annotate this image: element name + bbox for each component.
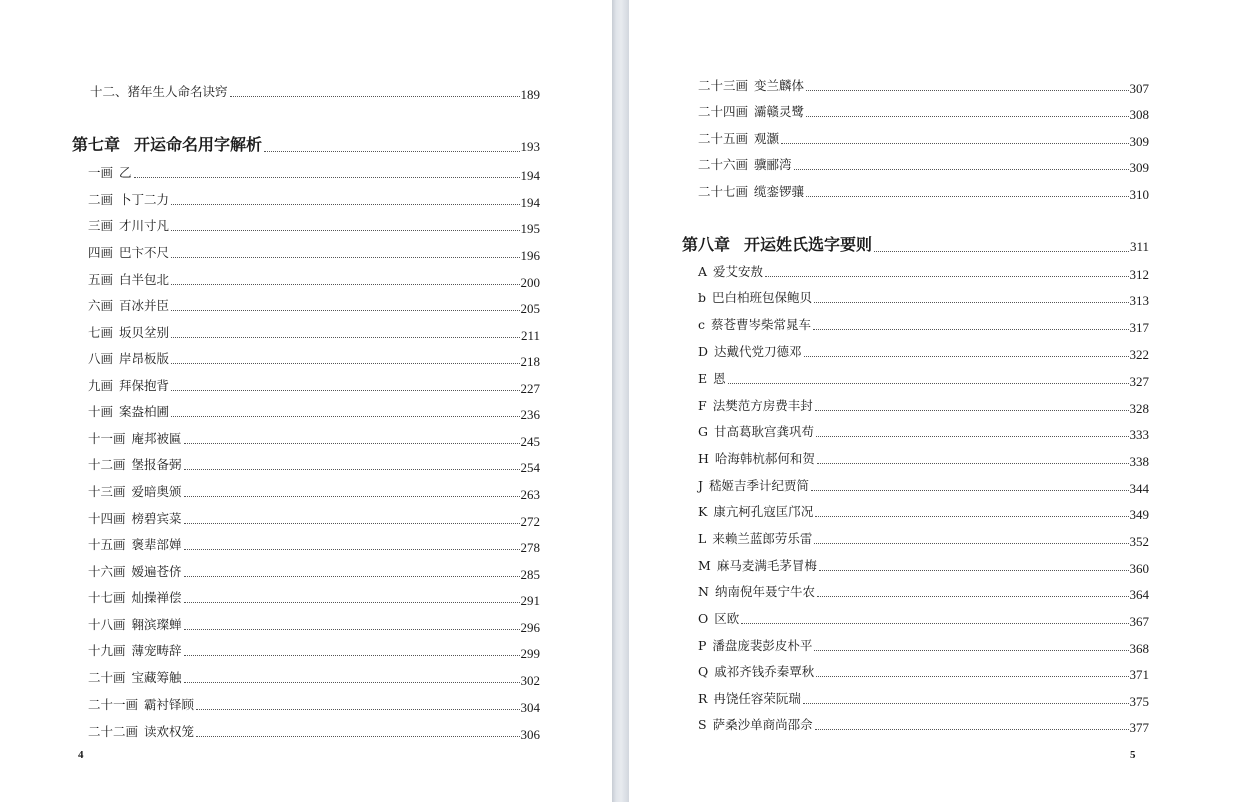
dot-leader	[171, 274, 519, 285]
page-number-right: 5	[1130, 749, 1136, 761]
entry-title: 缆銮锣骧	[754, 184, 805, 199]
dot-leader	[171, 327, 520, 338]
dot-leader	[171, 194, 519, 205]
dot-leader	[171, 380, 519, 391]
dot-leader	[741, 613, 1128, 624]
toc-entry-label	[88, 193, 169, 207]
toc-entry-label	[88, 725, 194, 739]
entry-number: O	[698, 611, 709, 626]
entry-title: 堡报备弼	[131, 457, 182, 472]
toc-entry-label	[88, 591, 182, 605]
toc-entry-row	[698, 424, 1149, 442]
toc-entry-label	[698, 345, 802, 359]
entry-number: 二十六画	[698, 157, 749, 172]
toc-entry-row	[698, 290, 1149, 308]
entry-number: 二画	[88, 192, 114, 207]
entry-title: 褒辈部婵	[131, 537, 182, 552]
toc-page-number: 349	[1129, 507, 1149, 522]
toc-page-number: 333	[1129, 427, 1149, 442]
entry-number: E	[698, 371, 708, 386]
toc-chapter-row	[682, 236, 1149, 254]
toc-entry-row	[698, 638, 1149, 656]
page-gutter	[612, 0, 629, 802]
entry-title: 冉饶任容荣阮瑞	[713, 691, 801, 706]
toc-entry-label	[88, 432, 182, 446]
toc-entry-row	[88, 697, 540, 715]
dot-leader	[171, 247, 519, 258]
toc-entry-row	[88, 590, 540, 608]
toc-entry-label	[88, 299, 169, 313]
entry-number: S	[698, 717, 707, 732]
toc-page-number: 312	[1129, 267, 1149, 282]
toc-page-number: 200	[520, 275, 540, 290]
toc-entry-row	[698, 157, 1149, 175]
toc-entry-row	[698, 398, 1149, 416]
toc-entry-label	[698, 372, 726, 386]
toc-entry-label	[88, 618, 182, 632]
entry-title: 卜丁二力	[119, 192, 170, 207]
entry-title: 霸衬铎顾	[144, 697, 195, 712]
toc-entry-label	[698, 639, 812, 653]
dot-leader	[728, 373, 1129, 384]
toc-page-number: 236	[520, 407, 540, 422]
entry-title: 读欢权笼	[144, 724, 195, 739]
toc-page-number: 263	[520, 487, 540, 502]
toc-entry-row	[88, 511, 540, 529]
entry-number: P	[698, 638, 707, 653]
toc-page-number: 189	[520, 87, 540, 102]
dot-leader	[230, 86, 520, 97]
toc-entry-row	[88, 617, 540, 635]
toc-entry-row	[88, 643, 540, 661]
entry-title: 坂贝坌别	[119, 325, 170, 340]
entry-number: 二十画	[88, 670, 126, 685]
dot-leader	[184, 486, 520, 497]
toc-entry-label	[88, 485, 182, 499]
entry-title: 蔡苍曹岑柴常晁车	[711, 317, 812, 332]
toc-entry-label	[698, 665, 814, 679]
toc-entry-label	[698, 79, 804, 93]
toc-entry-label	[88, 273, 169, 287]
toc-page-number: 371	[1129, 667, 1149, 682]
entry-number: 十二画	[88, 457, 126, 472]
toc-page-number: 205	[520, 301, 540, 316]
dot-leader	[184, 459, 520, 470]
toc-entry-row	[88, 245, 540, 263]
toc-entry-label	[698, 532, 812, 546]
toc-page-number: 245	[520, 434, 540, 449]
toc-entry-label	[88, 166, 132, 180]
entry-number: 七画	[88, 325, 114, 340]
dot-leader	[781, 133, 1128, 144]
dot-leader	[817, 586, 1129, 597]
toc-entry-label	[698, 399, 813, 413]
dot-leader	[806, 106, 1128, 117]
entry-number: b	[698, 290, 707, 305]
toc-page-number: 328	[1129, 401, 1149, 416]
toc-page-number: 367	[1129, 614, 1149, 629]
toc-entry-label	[88, 219, 169, 233]
dot-leader	[816, 666, 1128, 677]
entry-number: M	[698, 558, 711, 573]
entry-number: A	[698, 264, 708, 279]
entry-title: 甘高葛耿宫龚巩苟	[714, 424, 815, 439]
entry-number: 十八画	[88, 617, 126, 632]
dot-leader	[134, 167, 520, 178]
chapter-title: 开运命名用字解析	[134, 135, 263, 154]
entry-title: 案盎柏圃	[119, 404, 170, 419]
toc-entry-label	[698, 479, 809, 493]
entry-number: 十六画	[88, 564, 126, 579]
dot-leader	[806, 80, 1128, 91]
entry-number: D	[698, 344, 709, 359]
toc-page-number: 311	[1129, 239, 1149, 254]
toc-entry-row	[88, 457, 540, 475]
toc-entry-row	[698, 264, 1149, 282]
entry-title: 恩	[713, 371, 726, 386]
dot-leader	[794, 159, 1129, 170]
entry-title: 康亢柯孔寇匡邝况	[713, 504, 814, 519]
toc-entry-label	[698, 612, 739, 626]
entry-title: 哈海韩杭郝何和贺	[714, 451, 815, 466]
toc-entry-row	[88, 192, 540, 210]
dot-leader	[874, 241, 1129, 252]
toc-entry-label	[88, 405, 169, 419]
dot-leader	[184, 645, 520, 656]
entry-number: R	[698, 691, 708, 706]
entry-number: 十一画	[88, 431, 126, 446]
toc-entry-row	[88, 298, 540, 316]
dot-leader	[171, 353, 519, 364]
entry-number: 十三画	[88, 484, 126, 499]
entry-title: 才川寸凡	[119, 218, 170, 233]
entry-title: 萨桑沙单商尚邵佘	[712, 717, 813, 732]
entry-title: 爱暗奥颁	[131, 484, 182, 499]
dot-leader	[171, 300, 519, 311]
entry-number: 二十三画	[698, 78, 749, 93]
toc-page-number: 313	[1129, 293, 1149, 308]
toc-entry-row	[88, 218, 540, 236]
entry-number: 十九画	[88, 643, 126, 658]
toc-page-number: 375	[1129, 694, 1149, 709]
entry-number: 十七画	[88, 590, 126, 605]
dot-leader	[817, 453, 1129, 464]
toc-page-number: 254	[520, 460, 540, 475]
dot-leader	[806, 186, 1128, 197]
entry-title: 戚祁齐钱乔秦覃秋	[714, 664, 815, 679]
dot-leader	[264, 141, 519, 152]
entry-title: 乙	[119, 165, 132, 180]
toc-page-number: 338	[1129, 454, 1149, 469]
toc-page-number: 296	[520, 620, 540, 635]
toc-page-number: 272	[520, 514, 540, 529]
toc-entry-row	[698, 78, 1149, 96]
entry-number: 二十四画	[698, 104, 749, 119]
page-number-left: 4	[78, 749, 84, 761]
toc-entry-row	[88, 351, 540, 369]
toc-page-number: 308	[1129, 107, 1149, 122]
entry-title: 嵇姬吉季计纪贾简	[709, 478, 810, 493]
toc-entry-row	[698, 184, 1149, 202]
toc-entry-label	[88, 671, 182, 685]
entry-title: 巴白柏班包保鲍贝	[712, 290, 813, 305]
toc-entry-row	[88, 431, 540, 449]
toc-entry-label	[682, 236, 872, 254]
toc-entry-row	[88, 484, 540, 502]
toc-entry-label	[88, 246, 169, 260]
dot-leader	[196, 726, 519, 737]
dot-leader	[765, 266, 1128, 277]
toc-page-number: 227	[520, 381, 540, 396]
toc-page-number: 299	[520, 646, 540, 661]
entry-number: 五画	[88, 272, 114, 287]
toc-page-number: 352	[1129, 534, 1149, 549]
toc-entry-label	[698, 425, 814, 439]
toc-entry-row	[698, 451, 1149, 469]
toc-entry-label	[698, 265, 763, 279]
dot-leader	[171, 220, 519, 231]
entry-number: J	[698, 478, 704, 493]
entry-title: 潘盘庞裴彭皮朴平	[712, 638, 813, 653]
entry-title: 白半包北	[119, 272, 170, 287]
dot-leader	[804, 346, 1129, 357]
entry-number: N	[698, 584, 709, 599]
dot-leader	[814, 640, 1128, 651]
entry-title: 爱艾安敖	[713, 264, 764, 279]
entry-title: 百冰并臣	[119, 298, 170, 313]
toc-entry-label	[698, 585, 815, 599]
toc-entry-label	[698, 692, 801, 706]
toc-entry-row	[698, 104, 1149, 122]
toc-entry-label	[698, 452, 815, 466]
dot-leader	[819, 560, 1129, 571]
toc-page-number: 302	[520, 673, 540, 688]
entry-number: F	[698, 398, 707, 413]
toc-entry-label	[88, 352, 169, 366]
toc-entry-label	[88, 326, 169, 340]
entry-number: 九画	[88, 378, 114, 393]
dot-leader	[196, 699, 519, 710]
toc-entry-row	[88, 165, 540, 183]
toc-page-number: 327	[1129, 374, 1149, 389]
toc-entry-row	[698, 504, 1149, 522]
entry-title: 变兰麟体	[754, 78, 805, 93]
toc-entry-row	[698, 611, 1149, 629]
entry-number: 二十七画	[698, 184, 749, 199]
dot-leader	[184, 566, 520, 577]
toc-page-number: 291	[520, 593, 540, 608]
toc-entry-row	[88, 378, 540, 396]
toc-entry-row	[698, 317, 1149, 335]
toc-page-number: 310	[1129, 187, 1149, 202]
toc-entry-row	[88, 670, 540, 688]
toc-entry-label	[698, 559, 817, 573]
toc-entry-label	[88, 565, 182, 579]
left-page	[0, 0, 612, 802]
entry-number: 六画	[88, 298, 114, 313]
dot-leader	[184, 539, 520, 550]
toc-page-number: 307	[1129, 81, 1149, 96]
dot-leader	[811, 480, 1128, 491]
toc-page-number: 306	[520, 727, 540, 742]
entry-number: Q	[698, 664, 709, 679]
entry-title: 庵邦被匾	[131, 431, 182, 446]
entry-number: 一画	[88, 165, 114, 180]
entry-number: G	[698, 424, 708, 439]
dot-leader	[815, 719, 1129, 730]
entry-number: 十四画	[88, 511, 126, 526]
toc-page-number: 193	[520, 139, 540, 154]
toc-page-number: 322	[1129, 347, 1149, 362]
toc-entry-row	[698, 478, 1149, 496]
dot-leader	[184, 672, 520, 683]
dot-leader	[171, 406, 519, 417]
toc-entry-label	[698, 718, 813, 732]
dot-leader	[814, 292, 1128, 303]
toc-page-number: 317	[1129, 320, 1149, 335]
toc-entry-label	[698, 505, 813, 519]
entry-number: L	[698, 531, 707, 546]
dot-leader	[184, 513, 520, 524]
entry-title: 榜碧宾菜	[131, 511, 182, 526]
entry-title: 薄宠畴辞	[131, 643, 182, 658]
toc-entry-label	[698, 132, 779, 146]
entry-title: 区欧	[714, 611, 740, 626]
entry-title: 岸昂板版	[119, 351, 170, 366]
dot-leader	[184, 433, 520, 444]
entry-number: 二十五画	[698, 131, 749, 146]
toc-entry-label	[698, 185, 804, 199]
entry-number: 八画	[88, 351, 114, 366]
toc-entry-label	[88, 379, 169, 393]
right-page	[629, 0, 1237, 802]
toc-page-number: 377	[1129, 720, 1149, 735]
entry-title: 宝藏筹触	[131, 670, 182, 685]
toc-page-number: 285	[520, 567, 540, 582]
toc-page-number: 364	[1129, 587, 1149, 602]
toc-entry-row	[698, 691, 1149, 709]
dot-leader	[815, 400, 1129, 411]
entry-number: H	[698, 451, 709, 466]
chapter-number: 第七章	[72, 135, 121, 154]
dot-leader	[816, 426, 1128, 437]
toc-entry-row	[698, 664, 1149, 682]
entry-number: c	[698, 317, 706, 332]
toc-entry-row	[88, 564, 540, 582]
entry-title: 巴卞不尺	[119, 245, 170, 260]
toc-page-number: 368	[1129, 641, 1149, 656]
toc-page-number: 309	[1129, 160, 1149, 175]
entry-title: 翱滨璨蝉	[131, 617, 182, 632]
toc-entry-row	[698, 371, 1149, 389]
entry-number: 四画	[88, 245, 114, 260]
toc-entry-label	[698, 318, 811, 332]
toc-entry-label	[698, 158, 792, 172]
dot-leader	[184, 619, 520, 630]
entry-title: 纳南倪年聂宁牛农	[714, 584, 815, 599]
toc-entry-row	[698, 584, 1149, 602]
entry-number: 二十一画	[88, 697, 139, 712]
dot-leader	[815, 506, 1128, 517]
toc-chapter-row	[72, 136, 540, 154]
dot-leader	[813, 319, 1128, 330]
toc-page-number: 304	[520, 700, 540, 715]
entry-title: 嫒遍苍侪	[131, 564, 182, 579]
toc-entry-label	[72, 136, 262, 154]
dot-leader	[814, 533, 1128, 544]
toc-page-number: 211	[520, 328, 540, 343]
toc-page-number: 360	[1129, 561, 1149, 576]
toc-page-number: 196	[520, 248, 540, 263]
toc-entry-row	[88, 537, 540, 555]
toc-entry-label	[698, 291, 812, 305]
entry-title: 达戴代党刀德邓	[714, 344, 802, 359]
entry-number: 二十二画	[88, 724, 139, 739]
entry-number: K	[698, 504, 708, 519]
toc-entry-label	[90, 85, 228, 99]
toc-entry-row	[90, 84, 540, 102]
toc-entry-row	[698, 531, 1149, 549]
dot-leader	[184, 592, 520, 603]
toc-entry-label	[698, 105, 804, 119]
toc-entry-label	[88, 644, 182, 658]
toc-entry-row	[698, 558, 1149, 576]
chapter-title: 开运姓氏选字要则	[744, 235, 873, 254]
entry-title: 法樊范方房费丰封	[712, 398, 813, 413]
toc-entry-label	[88, 512, 182, 526]
toc-entry-label	[88, 698, 194, 712]
entry-number: 十五画	[88, 537, 126, 552]
entry-title: 十二、猪年生人命名诀窍	[90, 84, 228, 99]
toc-entry-row	[88, 724, 540, 742]
entry-title: 来赖兰蓝郎劳乐雷	[712, 531, 813, 546]
toc-entry-row	[698, 131, 1149, 149]
toc-entry-label	[88, 538, 182, 552]
toc-page-number: 194	[520, 168, 540, 183]
entry-title: 观灏	[754, 131, 780, 146]
entry-title: 麻马麦满毛茅冒梅	[716, 558, 817, 573]
toc-entry-row	[698, 344, 1149, 362]
toc-entry-row	[698, 717, 1149, 735]
toc-page-number: 194	[520, 195, 540, 210]
entry-title: 灿操禅偿	[131, 590, 182, 605]
entry-number: 三画	[88, 218, 114, 233]
entry-title: 拜保抱背	[119, 378, 170, 393]
toc-entry-row	[88, 325, 540, 343]
toc-page-number: 278	[520, 540, 540, 555]
entry-title: 骥郦湾	[754, 157, 792, 172]
toc-entry-label	[88, 458, 182, 472]
entry-title: 灞赣灵鹭	[754, 104, 805, 119]
toc-entry-row	[88, 404, 540, 422]
toc-entry-row	[88, 272, 540, 290]
toc-page-number: 218	[520, 354, 540, 369]
chapter-number: 第八章	[682, 235, 731, 254]
toc-page-number: 309	[1129, 134, 1149, 149]
toc-page-number: 195	[520, 221, 540, 236]
toc-page-number: 344	[1129, 481, 1149, 496]
dot-leader	[803, 693, 1129, 704]
entry-number: 十画	[88, 404, 114, 419]
